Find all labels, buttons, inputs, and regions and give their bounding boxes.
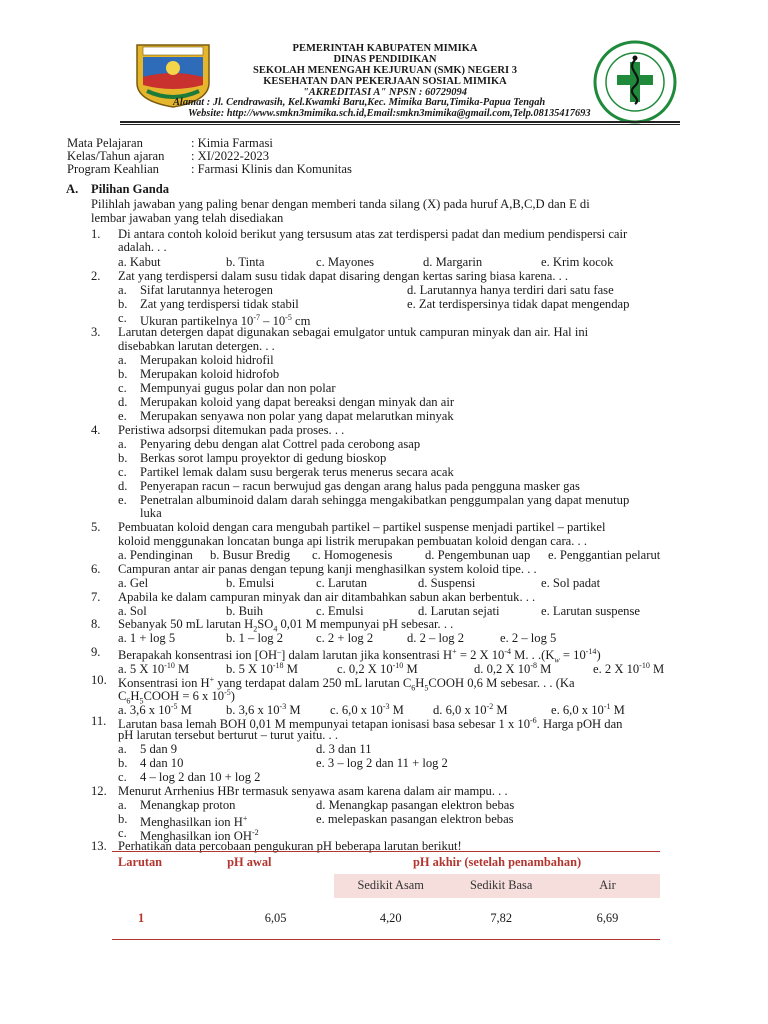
answer-option: b. Buih <box>226 604 264 618</box>
answer-option: e. 6,0 x $10^{-1}$ M <box>551 702 625 718</box>
question-number: 12. <box>91 784 107 798</box>
header-divider <box>120 121 680 123</box>
table-subheader-acid: Sedikit Asam <box>334 874 447 898</box>
answer-option: b. 5 X $10^{-18}$ M <box>226 661 298 677</box>
answer-letter: b. <box>118 756 128 770</box>
program-value: : Farmasi Klinis dan Komunitas <box>191 162 352 176</box>
question-number: 8. <box>91 617 101 631</box>
question-number: 10. <box>91 673 107 687</box>
answer-letter: c. <box>118 381 127 395</box>
program-label: Program Keahlian <box>67 162 159 176</box>
question-number: 11. <box>91 714 107 728</box>
question-text: Menurut Arrhenius HBr termasuk senyawa asam karena dalam air mampu. . . <box>118 784 508 798</box>
section-instruction-2: lembar jawaban yang telah disediakan <box>91 211 284 225</box>
subject-label: Mata Pelajaran <box>67 136 143 150</box>
answer-option: a. Gel <box>118 576 149 590</box>
table-cell-water: 6,69 <box>596 910 619 925</box>
answer-option: e. melepaskan pasangan elektron bebas <box>316 812 514 826</box>
question-number: 2. <box>91 269 101 283</box>
answer-option: c. Mayones <box>316 255 375 269</box>
answer-option: a. 3,6 x $10^{-5}$ M <box>118 702 192 718</box>
answer-option: Partikel lemak dalam susu bergerak terus menerus secara acak <box>140 465 454 479</box>
answer-option: b. Busur Bredig <box>210 548 291 562</box>
answer-option: c. 0,2 X $10^{-10}$ M <box>337 661 418 677</box>
answer-option: b. Emulsi <box>226 576 275 590</box>
answer-option: Penetralan albuminoid dalam darah sehingga mengakibatkan penggumpalan yang dapat menutup <box>140 493 630 507</box>
answer-letter: a. <box>118 798 127 812</box>
answer-option: d. 0,2 X $10^{-8}$ M <box>474 661 552 677</box>
answer-option: c. Larutan <box>316 576 368 590</box>
answer-option: Menangkap proton <box>140 798 236 812</box>
header-website: Website: http://www.smkn3mimika.sch.id,Email:smkn3mimika@gmail.com,Telp.08135417693 <box>188 108 591 119</box>
question-number: 4. <box>91 423 101 437</box>
answer-option: Merupakan koloid yang dapat bereaksi dengan minyak dan air <box>140 395 455 409</box>
answer-letter: d. <box>118 395 128 409</box>
answer-option: a. Kabut <box>118 255 161 269</box>
question-text: Peristiwa adsorpsi ditemukan pada proses. . . <box>118 423 345 437</box>
question-text: Larutan basa lemah BOH 0,01 M mempunyai tetapan ionisasi basa sebesar 1 x $10^{-6}$. Harga pOH dan <box>118 716 623 732</box>
answer-option: e. Krim kocok <box>541 255 614 269</box>
question-text: Campuran antar air panas dengan tepung kanji menghasilkan system koloid tipe. . . <box>118 562 537 576</box>
question-number: 5. <box>91 520 101 534</box>
answer-option: a. 1 + log 5 <box>118 631 176 645</box>
answer-option: 4 dan 10 <box>140 756 184 770</box>
table-cell-base: 7,82 <box>490 910 513 925</box>
header-line-program: KESEHATAN DAN PEKERJAAN SOSIAL MIMIKA <box>263 76 507 87</box>
answer-option: e. 2 X $10^{-10}$ M <box>593 661 665 677</box>
table-subheader-base: Sedikit Basa <box>447 874 555 898</box>
question-text: Apabila ke dalam campuran minyak dan air ditambahkan sabun akan berbentuk. . . <box>118 590 536 604</box>
answer-option: c. Homogenesis <box>312 548 393 562</box>
header-address: Alamat : Jl. Cendrawasih, Kel.Kwamki Baru,Kec. Mimika Baru,Timika-Papua Tengah <box>173 97 546 108</box>
question-text: pH larutan tersebut berturut – turut yaitu. . . <box>118 728 338 742</box>
table-header-solution: Larutan <box>118 855 163 870</box>
section-instruction: Pilihlah jawaban yang paling benar dengan memberi tanda silang (X) pada huruf A,B,C,D dan E di <box>91 197 590 211</box>
answer-option: e. Zat terdispersinya tidak dapat mengendap <box>407 297 630 311</box>
answer-option: a. 5 X $10^{-10}$ M <box>118 661 190 677</box>
answer-letter: b. <box>118 451 128 465</box>
answer-letter: a. <box>118 742 127 756</box>
answer-option: d. 2 – log 2 <box>407 631 465 645</box>
answer-option: c. 2 + log 2 <box>316 631 374 645</box>
question-text: adalah. . . <box>118 240 167 254</box>
question-text: Sebanyak 50 mL larutan $H_2SO_4$ 0,01 M mempunyai pH sebesar. . . <box>118 617 454 634</box>
answer-option: b. 3,6 x $10^{-3}$ M <box>226 702 301 718</box>
question-number: 7. <box>91 590 101 604</box>
class-label: Kelas/Tahun ajaran <box>67 149 165 163</box>
table-row <box>112 898 660 940</box>
table-cell-solution: 1 <box>138 910 145 925</box>
question-text: Berapakah konsentrasi ion [OH–] dalam larutan jika konsentrasi H+ = 2 X $10^{-4}$ M. . $.(K_w = 10^{-14})$ <box>118 647 601 665</box>
question-text: $C_6H_5COOH = 6$ x $10^{-5}$) <box>118 688 235 706</box>
answer-option: a. Sol <box>118 604 147 618</box>
answer-option: e. 2 – log 5 <box>500 631 557 645</box>
ph-table <box>112 851 660 940</box>
answer-option: Mempunyai gugus polar dan non polar <box>140 381 336 395</box>
answer-option: b. Tinta <box>226 255 265 269</box>
answer-option: 4 – log 2 dan 10 + log 2 <box>140 770 261 784</box>
answer-option: Penyerapan racun – racun berwujud gas dengan arang halus pada pengguna masker gas <box>140 479 580 493</box>
answer-option: e. Sol padat <box>541 576 601 590</box>
answer-option: d. Pengembunan uap <box>425 548 531 562</box>
answer-option: a. Pendinginan <box>118 548 193 562</box>
answer-option: c. Emulsi <box>316 604 364 618</box>
question-text: Zat yang terdispersi dalam susu tidak dapat disaring dengan kertas saring biasa karena. . . <box>118 269 569 283</box>
answer-option: d. Menangkap pasangan elektron bebas <box>316 798 515 812</box>
answer-letter: e. <box>118 493 127 507</box>
header-divider-thin <box>120 124 680 125</box>
header-line-government: PEMERINTAH KABUPATEN MIMIKA <box>292 43 478 54</box>
answer-letter: c. <box>118 311 127 325</box>
answer-option: e. 3 – log 2 dan 11 + log 2 <box>316 756 448 770</box>
answer-letter: b. <box>118 812 128 826</box>
class-value: : XI/2022-2023 <box>191 149 270 163</box>
question-number: 1. <box>91 227 101 241</box>
question-text: Pembuatan koloid dengan cara mengubah partikel – partikel suspense menjadi partikel – partikel <box>118 520 606 534</box>
header-line-school: SEKOLAH MENENGAH KEJURUAN (SMK) NEGERI 3 <box>253 65 517 76</box>
question-number: 13. <box>91 839 107 853</box>
answer-option: c. 6,0 x $10^{-3}$ M <box>330 702 404 718</box>
answer-letter: b. <box>118 367 128 381</box>
answer-option: Menghasilkan ion H+ <box>140 814 248 830</box>
answer-letter: a. <box>118 437 127 451</box>
answer-option: Merupakan koloid hidrofil <box>140 353 274 367</box>
table-cell-acid: 4,20 <box>379 910 402 925</box>
answer-option: d. 3 dan 11 <box>316 742 372 756</box>
answer-option: Zat yang terdispersi tidak stabil <box>140 297 299 311</box>
answer-letter: a. <box>118 353 127 367</box>
answer-option: Berkas sorot lampu proyektor di gedung bioskop <box>140 451 387 465</box>
subject-value: : Kimia Farmasi <box>191 136 273 150</box>
table-header-initial-ph: pH awal <box>227 855 272 870</box>
answer-option: Merupakan senyawa non polar yang dapat melarutkan minyak <box>140 409 454 423</box>
answer-option: Ukuran partikelnya $10^{-7} - 10^{-5}$ cm <box>140 313 311 329</box>
answer-letter: c. <box>118 826 127 840</box>
answer-letter: c. <box>118 770 127 784</box>
answer-option: e. Penggantian pelarut <box>548 548 661 562</box>
answer-option: Menghasilkan ion $OH^{-2}$ <box>140 828 259 844</box>
answer-option: Sifat larutannya heterogen <box>140 283 273 297</box>
section-title: Pilihan Ganda <box>91 182 170 196</box>
question-number: 3. <box>91 325 101 339</box>
question-text: koloid menggunakan loncatan bunga api listrik merupakan pembuatan koloid dengan cara. . . <box>118 534 587 548</box>
answer-option: d. Suspensi <box>418 576 476 590</box>
question-number: 9. <box>91 645 101 659</box>
answer-option: e. Larutan suspense <box>541 604 640 618</box>
question-text: Di antara contoh koloid berikut yang tersusum atas zat terdispersi padat dan medium pendispersi cair <box>118 227 628 241</box>
answer-option: Merupakan koloid hidrofob <box>140 367 280 381</box>
header-line-department: DINAS PENDIDIKAN <box>333 54 437 65</box>
answer-option: b. 1 – log 2 <box>226 631 284 645</box>
table-header-final-ph: pH akhir (setelah penambahan) <box>413 855 582 870</box>
answer-option: luka <box>140 506 162 520</box>
answer-option: d. Larutan sejati <box>418 604 500 618</box>
answer-option: d. 6,0 x $10^{-2}$ M <box>433 702 508 718</box>
answer-option: d. Margarin <box>423 255 483 269</box>
table-subheader-water: Air <box>555 874 660 898</box>
answer-option: Penyaring debu dengan alat Cottrel pada cerobong asap <box>140 437 421 451</box>
answer-option: d. Larutannya hanya terdiri dari satu fase <box>407 283 614 297</box>
question-text: disebabkan larutan detergen. . . <box>118 339 275 353</box>
answer-letter: a. <box>118 283 127 297</box>
question-number: 6. <box>91 562 101 576</box>
question-text: Konsentrasi ion H+ yang terdapat dalam 250 mL larutan $C_6H_5COOH$ 0,6 M sebesar. . . (Ka <box>118 675 575 693</box>
table-cell-initial: 6,05 <box>264 910 287 925</box>
answer-letter: e. <box>118 409 127 423</box>
answer-option: 5 dan 9 <box>140 742 178 756</box>
answer-letter: b. <box>118 297 128 311</box>
answer-letter: d. <box>118 479 128 493</box>
header-line-accreditation: "AKREDITASI A" NPSN : 60729094 <box>302 87 468 98</box>
question-text: Larutan detergen dapat digunakan sebagai emulgator untuk campuran minyak dan air. Hal ini <box>118 325 589 339</box>
section-letter: A. <box>66 182 79 196</box>
answer-letter: c. <box>118 465 127 479</box>
question-text: Perhatikan data percobaan pengukuran pH beberapa larutan berikut! <box>118 839 462 853</box>
